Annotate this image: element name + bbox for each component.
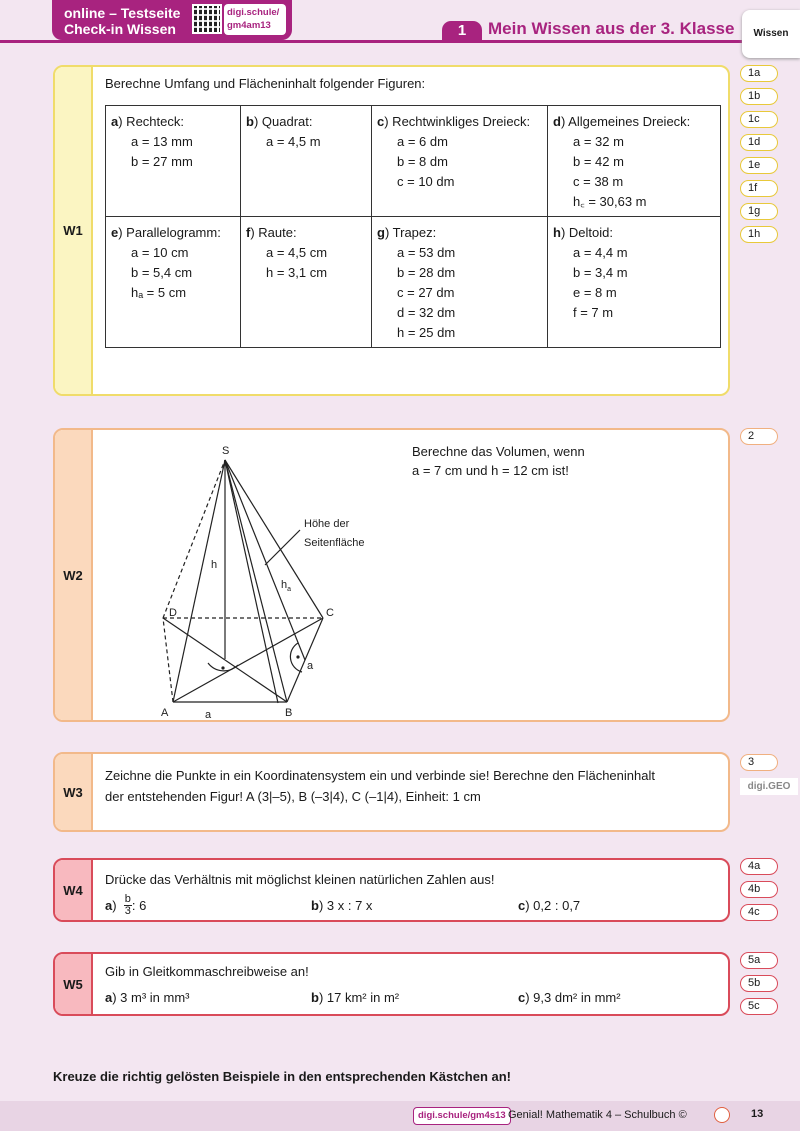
header-divider [0,40,742,43]
w4-item-a: a ) b 3 : 6 [105,892,147,917]
w1-instruction: Berechne Umfang und Flächeninhalt folgender Figuren: [105,76,426,91]
tag-5a[interactable]: 5a [740,952,778,969]
cell-d: d) Allgemeines Dreieck: a = 32 m b = 42 m c = 38 m h꜀ = 30,63 m [548,106,721,217]
figures-table [105,105,721,348]
label-h: h [211,559,218,571]
header-code-line2: gm4am13 [227,20,271,31]
task-label-w3: W3 [55,754,91,830]
divider [91,860,93,920]
label-hoehe2: Seitenfläche [304,537,365,549]
header-banner [52,0,292,40]
wissen-tab[interactable]: Wissen [742,10,800,58]
task-w3 [53,752,730,832]
bottom-instruction: Kreuze die richtig gelösten Beispiele in den entsprechenden Kästchen an! [53,1069,511,1084]
footer [0,1101,800,1131]
cell-h: h) Deltoid: a = 4,4 m b = 3,4 m e = 8 m f = 7 m [548,217,721,348]
tag-5c[interactable]: 5c [740,998,778,1015]
cell-c: c) Rechtwinkliges Dreieck: a = 6 dm b = 8 dm c = 10 dm [372,106,548,217]
header-code-link[interactable] [224,4,286,35]
task-label-w2: W2 [55,430,91,720]
chapter-title: Mein Wissen aus der 3. Klasse [488,19,735,38]
divider [91,67,93,394]
tag-1c[interactable]: 1c [740,111,778,128]
tag-3[interactable]: 3 [740,754,778,771]
task-label-w5: W5 [55,954,91,1014]
cell-e: e) Parallelogramm: a = 10 cm b = 5,4 cm hₐ = 5 cm [106,217,241,348]
qr-code-icon[interactable] [192,4,222,34]
task-w1 [53,65,730,396]
divider [91,954,93,1014]
tag-1f[interactable]: 1f [740,180,778,197]
task-w4 [53,858,730,922]
label-s: S [222,445,230,457]
cell-a: a) Rechteck: a = 13 mm b = 27 mm [106,106,241,217]
label-c-vertex: C [326,607,334,619]
footer-book-title: Genial! Mathematik 4 – Schulbuch © [508,1109,687,1121]
divider [91,754,93,830]
label-a-bottom: a [205,709,212,720]
task-w5 [53,952,730,1016]
w5-item-a: a) 3 m³ in mm³ [105,990,190,1005]
w3-line1: Zeichne die Punkte in ein Koordinatensystem ein und verbinde sie! Berechne den Flächeninhalt [105,768,655,783]
tag-1d[interactable]: 1d [740,134,778,151]
digi-geo-badge[interactable]: digi.GEO [740,778,798,795]
w2-text2: a = 7 cm und h = 12 cm ist! [412,463,569,478]
publisher-logo-icon [714,1107,730,1123]
cell-b: b) Quadrat: a = 4,5 m [241,106,372,217]
cell-f: f) Raute: a = 4,5 cm h = 3,1 cm [241,217,372,348]
label-a-side: a [307,660,314,672]
w3-line2: der entstehenden Figur! A (3|–5), B (–3|4), C (–1|4), Einheit: 1 cm [105,789,481,804]
label-d-vertex: D [169,607,177,619]
tag-4c[interactable]: 4c [740,904,778,921]
label-hoehe1: Höhe der [304,518,350,530]
header-code-line1: digi.schule/ [227,7,280,18]
w4-item-c: c) 0,2 : 0,7 [518,898,581,913]
label-b-vertex: B [285,707,293,719]
task-label-w1: W1 [55,67,91,394]
chapter-number: 1 [442,21,482,40]
divider [91,430,93,720]
tag-1h[interactable]: 1h [740,226,778,243]
footer-code-link[interactable]: digi.schule/gm4s13 [413,1107,511,1125]
cell-g: g) Trapez: a = 53 dm b = 28 dm c = 27 dm d = 32 dm h = 25 dm [372,217,548,348]
tag-1e[interactable]: 1e [740,157,778,174]
task-label-w4: W4 [55,860,91,920]
tag-1g[interactable]: 1g [740,203,778,220]
tag-4b[interactable]: 4b [740,881,778,898]
w5-item-b: b) 17 km² in m² [311,990,400,1005]
page-number: 13 [751,1108,764,1120]
w2-text1: Berechne das Volumen, wenn [412,444,585,459]
w5-instruction: Gib in Gleitkommaschreibweise an! [105,964,309,979]
tag-5b[interactable]: 5b [740,975,778,992]
w5-item-c: c) 9,3 dm² in mm² [518,990,621,1005]
tag-2[interactable]: 2 [740,428,778,445]
header-line2: Check-in Wissen [64,21,176,37]
pyramid-diagram [105,440,405,720]
w4-item-b: b) 3 x : 7 x [311,898,373,913]
header-line1: online – Testseite [64,5,181,21]
tag-1a[interactable]: 1a [740,65,778,82]
tag-4a[interactable]: 4a [740,858,778,875]
task-w2 [53,428,730,722]
label-a-vertex: A [161,707,169,719]
w4-instruction: Drücke das Verhältnis mit möglichst kleinen natürlichen Zahlen aus! [105,872,495,887]
label-ha: $h_a$ [281,579,292,593]
tag-1b[interactable]: 1b [740,88,778,105]
